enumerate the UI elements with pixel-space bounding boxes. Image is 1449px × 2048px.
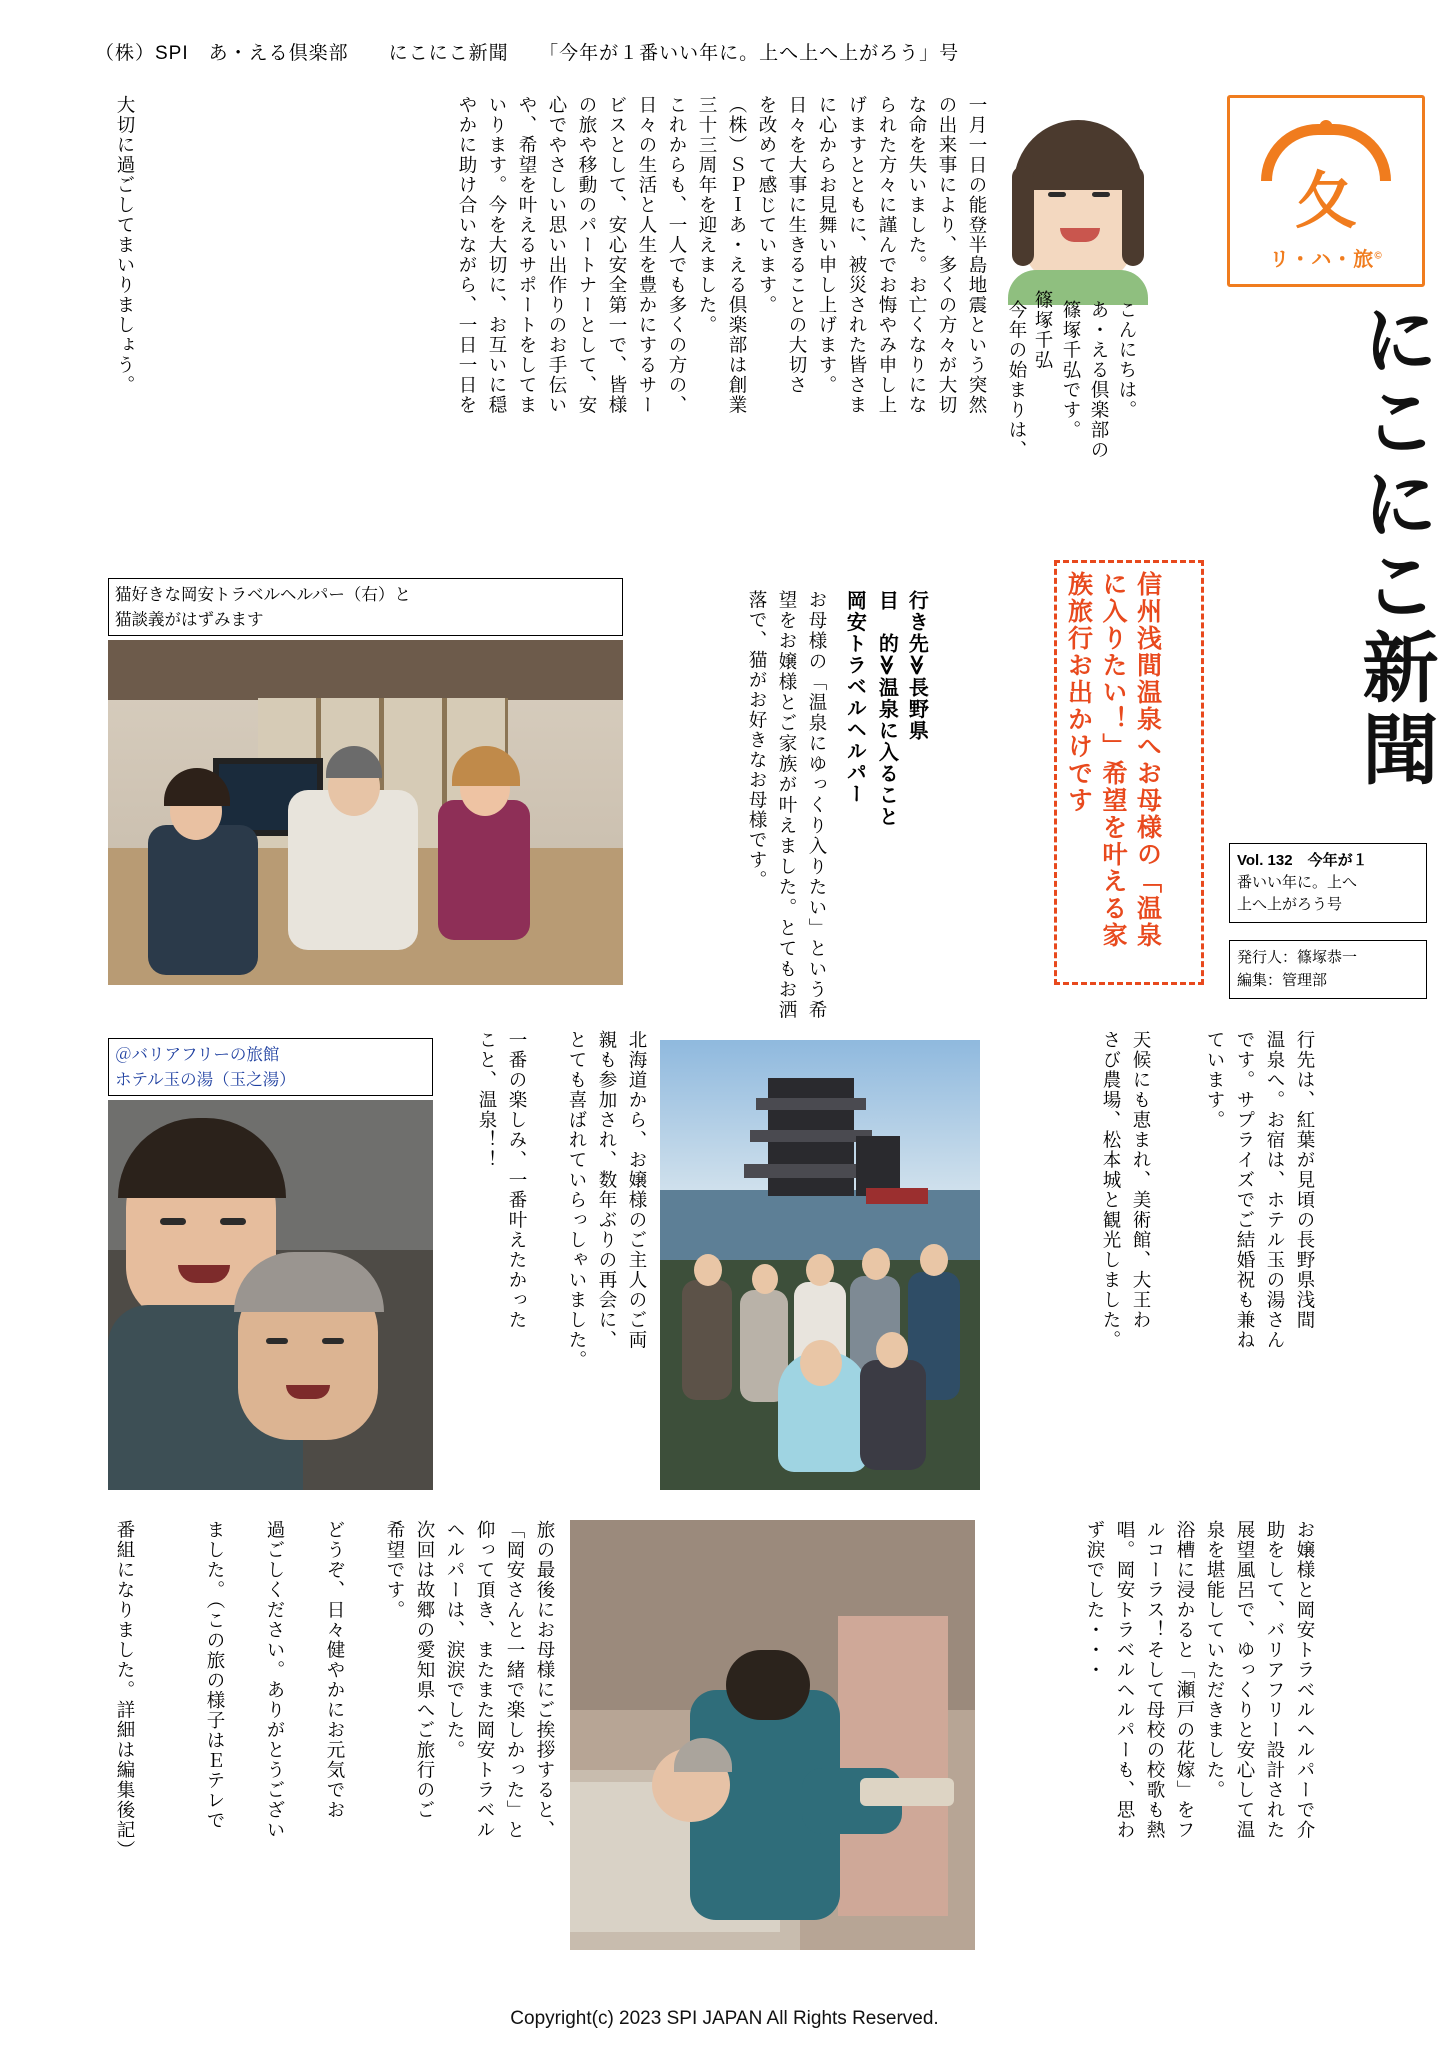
greeting-col-4: 今年の始まりは、 <box>1005 300 1026 460</box>
article-mid-col-8: とても喜ばれていらっしゃいました。 <box>565 1030 586 1370</box>
photo4-bench <box>860 1778 954 1806</box>
trip-destination: 行き先≫長野県 <box>905 590 928 742</box>
article-top-col-9: 三十三周年を迎えました。 <box>695 95 716 335</box>
article-bottom-col-17: 番組になりました。詳細は編集後記） <box>113 1520 134 1860</box>
photo3-person-6 <box>860 1360 926 1470</box>
greeting-col-2: あ・える倶楽部の <box>1087 300 1108 460</box>
article-mid-col-6: 北海道から、お嬢様のご主人のご両 <box>625 1030 646 1350</box>
article-mid-col-10: こと、温泉！！ <box>475 1030 496 1170</box>
article-bottom-col-2: 展望風呂で、ゆっくりと安心して温 <box>1233 1520 1254 1840</box>
volume-line-3: 上へ上がろう号 <box>1237 895 1343 913</box>
article-bottom-col-7: ず涙でした・・・ <box>1083 1520 1104 1680</box>
article-top-col-5: に心からお見舞い申し上げます。 <box>815 95 836 395</box>
article-mid-col-3: ています。 <box>1203 1030 1224 1130</box>
article-mid-col-2: です。サプライズでご結婚祝も兼ね <box>1233 1030 1254 1350</box>
article-top-col-17: やかに助け合いながら、一日一日を <box>455 95 476 415</box>
photo3-castle-wing <box>856 1136 900 1196</box>
photo3-person-2-face <box>752 1264 778 1294</box>
red-headline-text: 信州浅間温泉へお母様の「温泉に入りたい！」希望を叶える家族旅行お出かけです <box>1064 571 1162 949</box>
photo3-person-3-face <box>806 1254 834 1286</box>
photo3-person-5-face <box>920 1244 948 1276</box>
portrait-eye-right <box>1092 192 1110 197</box>
caption-cats <box>108 578 623 636</box>
photo3-wheelchair-person-face <box>800 1340 842 1386</box>
article-bottom-col-5: ルコーラス！そして母校の校歌も熱 <box>1143 1520 1164 1840</box>
photo-bath-assist <box>570 1520 975 1950</box>
logo-caption-text: リ・ハ・旅 <box>1269 249 1375 271</box>
article-top-col-0: 一月一日の能登半島地震という突然 <box>965 95 986 415</box>
article-bottom-col-16: ました。（この旅の様子はＥテレで <box>203 1520 224 1831</box>
photo3-person-4-face <box>862 1248 890 1280</box>
article-bottom-col-1: 助をして、バリアフリー設計された <box>1263 1520 1284 1840</box>
article-bottom-col-12: 次回は故郷の愛知県へご旅行のご <box>413 1520 434 1820</box>
article-bottom-col-15: 過ごしください。ありがとうござい <box>263 1520 284 1840</box>
greeting-signature: 篠塚千弘 <box>1031 290 1052 370</box>
photo2-helper-eye-right <box>220 1218 246 1225</box>
article-mid-col-0: 行先は、紅葉が見頃の長野県浅間 <box>1293 1030 1314 1330</box>
publisher-box <box>1229 940 1427 999</box>
volume-line-2: 番いい年に。上へ <box>1237 873 1358 891</box>
article-top-col-2: な命を失いました。お亡くなりにな <box>905 95 926 415</box>
page-header-line: （株）SPI あ・える倶楽部 にこにこ新聞 「今年が１番いい年に。上へ上へ上がろう」号 <box>95 43 960 64</box>
caption-cats-line-1: 猫好きな岡安トラベルヘルパー（右）と <box>115 586 411 604</box>
caption-onsen <box>108 1038 433 1096</box>
article-bottom-col-13: 希望です。 <box>383 1520 404 1620</box>
portrait-eye-left <box>1048 192 1066 197</box>
photo3-person-6-face <box>876 1332 908 1368</box>
article-top-col-8: （株）ＳＰＩあ・える倶楽部は創業 <box>725 95 746 415</box>
trip-helper: 岡安トラベルヘルパー <box>843 590 866 805</box>
portrait-hair-right <box>1122 166 1144 266</box>
article-top-col-18: 大切に過ごしてまいりましょう。 <box>113 95 134 395</box>
photo1-helper-body <box>438 800 530 940</box>
article-mid-col-1: 温泉へ。お宿は、ホテル玉の湯さん <box>1263 1030 1284 1350</box>
photo3-person-1 <box>682 1280 732 1400</box>
article-top-col-4: げますとともに、被災された皆さま <box>845 95 866 415</box>
logo-caption <box>1230 243 1422 272</box>
caption-onsen-line-2: ホテル玉の湯（玉之湯） <box>115 1070 296 1089</box>
article-bottom-col-8: 旅の最後にお母様にご挨拶すると、 <box>533 1520 554 1840</box>
article-bottom-col-3: 泉を堪能していただきました。 <box>1203 1520 1224 1800</box>
publisher-name: 発行人：篠塚恭一 <box>1237 949 1358 966</box>
photo-onsen-selfie <box>108 1100 433 1490</box>
article-top-col-11: 日々の生活と人生を豊かにするサー <box>635 95 656 415</box>
article-bottom-col-10: 仰って頂き、またまた岡安トラベル <box>473 1520 494 1840</box>
photo2-helper-eye-left <box>160 1218 186 1225</box>
logo-copyright-mark: © <box>1374 250 1383 262</box>
article-top-col-16: いります。今を大切に、お互いに穏 <box>485 95 506 415</box>
footer-copyright: Copyright(c) 2023 SPI JAPAN All Rights Reserved. <box>510 2008 939 2029</box>
article-bottom-col-4: 浴槽に浸かると「瀬戸の花嫁」をフ <box>1173 1520 1194 1840</box>
volume-line-1: Vol. 132 今年が１ <box>1237 852 1368 869</box>
caption-onsen-line-1: ＠バリアフリーの旅館 <box>115 1046 280 1064</box>
photo3-red-bridge <box>866 1188 928 1204</box>
photo4-pillar <box>838 1616 948 1916</box>
masthead <box>1227 95 1427 287</box>
article-bottom-col-6: 唱。岡安トラベルヘルパーも、思わ <box>1113 1520 1134 1840</box>
greeting-col-3: 篠塚千弘です。 <box>1059 300 1080 440</box>
trip-lead-text: お母様の「温泉にゆっくり入りたい」という希望をお嬢様とご家族が叶えました。とてもお洒落で、猫がお好きなお母様です。 <box>746 590 826 1020</box>
article-bottom-col-0: お嬢様と岡安トラベルヘルパーで介 <box>1293 1520 1314 1840</box>
article-bottom-col-11: ヘルパーは、涙涙でした。 <box>443 1520 464 1760</box>
greeting-col-1: こんにちは。 <box>1115 300 1136 420</box>
trip-purpose: 目 的≫温泉に入ること <box>875 590 898 828</box>
photo-matsumoto-castle <box>660 1040 980 1490</box>
photo3-castle-roof-2 <box>750 1130 872 1142</box>
article-top-col-13: の旅や移動のパートナーとして、安 <box>575 95 596 415</box>
article-top-col-6: 日々を大事に生きることの大切さ <box>785 95 806 395</box>
newspaper-title: にこにこ新聞 <box>1351 300 1435 792</box>
article-top-col-10: これからも、一人でも多くの方の、 <box>665 95 686 415</box>
article-top-col-15: や、希望を叶えるサポートをしてま <box>515 95 536 415</box>
article-mid-col-9: 一番の楽しみ、一番叶えたかった <box>505 1030 526 1330</box>
article-mid-col-5: さび農場、松本城と観光しました。 <box>1099 1030 1120 1350</box>
article-mid-col-7: 親も参加され、数年ぶりの再会に、 <box>595 1030 616 1350</box>
volume-box <box>1229 843 1427 923</box>
article-top-col-1: の出来事により、多くの方々が大切 <box>935 95 956 415</box>
photo1-daughter-body <box>148 825 258 975</box>
red-headline-box <box>1054 560 1204 985</box>
photo1-ceiling <box>108 640 623 700</box>
article-top-col-7: を改めて感じています。 <box>755 95 776 315</box>
logo-person-icon: 夂 <box>1294 164 1358 237</box>
article-top-col-3: られた方々に謹んでお悔やみ申し上 <box>875 95 896 415</box>
editor-name: 編集：管理部 <box>1237 971 1328 989</box>
photo4-helper-head <box>726 1650 810 1720</box>
article-top-col-12: ビスとして、安心安全第一で、皆様 <box>605 95 626 415</box>
photo2-mother-eye-right <box>322 1338 344 1344</box>
article-bottom-col-14: どうぞ、日々健やかにお元気でお <box>323 1520 344 1820</box>
article-mid-col-4: 天候にも恵まれ、美術館、大王わ <box>1129 1030 1150 1330</box>
photo3-person-1-face <box>694 1254 722 1286</box>
photo2-mother-eye-left <box>266 1338 288 1344</box>
portrait-hair-left <box>1012 166 1034 266</box>
author-portrait <box>1000 110 1155 305</box>
article-top-col-14: 心でやさしい思い出作りのお手伝い <box>545 95 566 415</box>
photo3-castle-roof-1 <box>756 1098 866 1110</box>
riha-tabi-logo <box>1227 95 1425 287</box>
caption-cats-line-2: 猫談義がはずみます <box>115 610 264 629</box>
article-bottom-col-9: 「岡安さんと一緒で楽しかった」と <box>503 1520 524 1840</box>
photo-living-room <box>108 640 623 985</box>
